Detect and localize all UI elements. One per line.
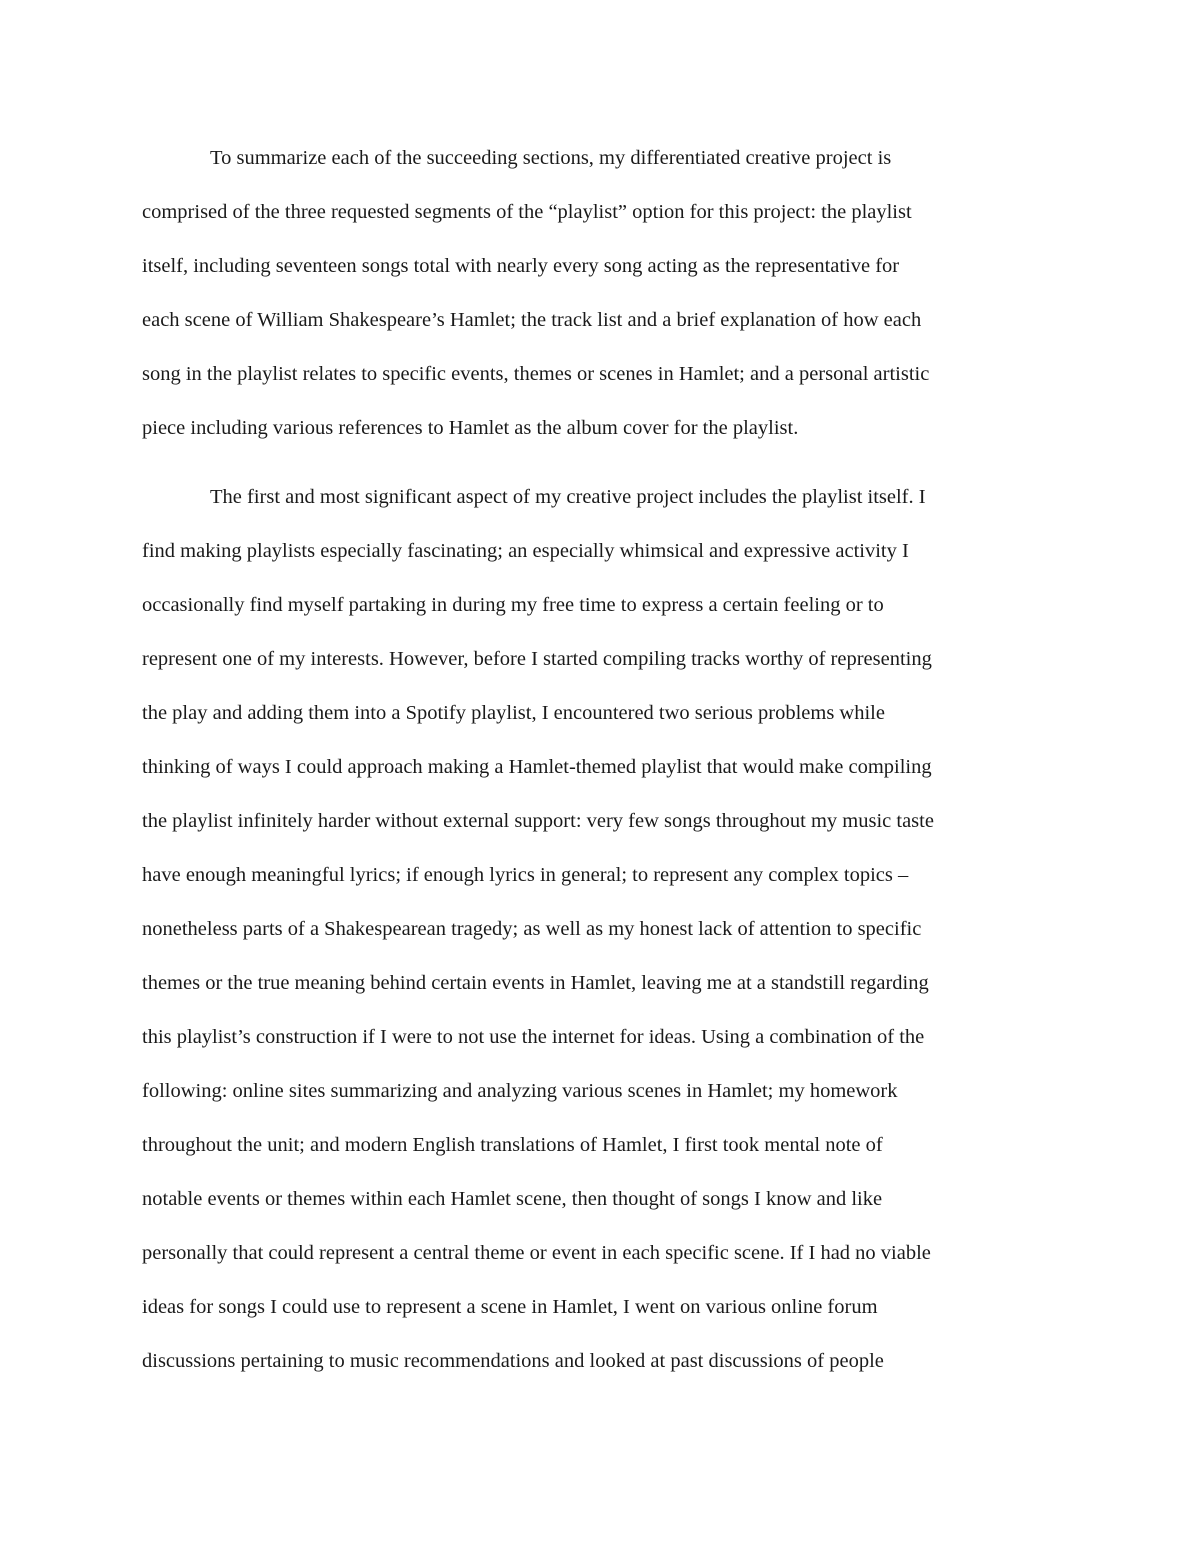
paragraph-2-line-15: personally that could represent a central theme or event in each specific scene. If I had no viable <box>142 1242 931 1264</box>
paragraph-2-line-13: throughout the unit; and modern English translations of Hamlet, I first took mental note of <box>142 1134 883 1156</box>
paragraph-2-line-12: following: online sites summarizing and analyzing various scenes in Hamlet; my homework <box>142 1080 898 1102</box>
paragraph-2-line-10: themes or the true meaning behind certain events in Hamlet, leaving me at a standstill regarding <box>142 972 929 994</box>
paragraph-2-line-5: the play and adding them into a Spotify playlist, I encountered two serious problems while <box>142 702 885 724</box>
paragraph-2-line-14: notable events or themes within each Hamlet scene, then thought of songs I know and like <box>142 1188 883 1210</box>
paragraph-1-line-1: To summarize each of the succeeding sections, my differentiated creative project is <box>210 147 892 169</box>
paragraph-1-line-4: each scene of William Shakespeare’s Hamlet; the track list and a brief explanation of how each <box>142 309 922 331</box>
paragraph-2-line-6: thinking of ways I could approach making a Hamlet-themed playlist that would make compiling <box>142 756 932 778</box>
paragraph-1-line-3: itself, including seventeen songs total with nearly every song acting as the representative for <box>142 255 900 277</box>
paragraph-2-line-2: find making playlists especially fascinating; an especially whimsical and expressive activity I <box>142 540 909 562</box>
paragraph-2-line-11: this playlist’s construction if I were to not use the internet for ideas. Using a combination of the <box>142 1026 925 1048</box>
paragraph-1-line-6: piece including various references to Hamlet as the album cover for the playlist. <box>142 417 799 439</box>
paragraph-2-line-9: nonetheless parts of a Shakespearean tragedy; as well as my honest lack of attention to specific <box>142 918 922 940</box>
paragraph-2-line-3: occasionally find myself partaking in during my free time to express a certain feeling or to <box>142 594 884 616</box>
paragraph-2-line-1: The first and most significant aspect of my creative project includes the playlist itself. I <box>210 486 926 508</box>
paragraph-2-line-8: have enough meaningful lyrics; if enough lyrics in general; to represent any complex topics – <box>142 864 909 886</box>
paragraph-2-line-17: discussions pertaining to music recommendations and looked at past discussions of people <box>142 1350 884 1372</box>
paragraph-1-line-5: song in the playlist relates to specific events, themes or scenes in Hamlet; and a personal artistic <box>142 363 930 385</box>
paragraph-1-line-2: comprised of the three requested segments of the “playlist” option for this project: the playlist <box>142 201 912 223</box>
paragraph-2-line-16: ideas for songs I could use to represent a scene in Hamlet, I went on various online forum <box>142 1296 878 1318</box>
paragraph-2-line-4: represent one of my interests. However, before I started compiling tracks worthy of representing <box>142 648 932 670</box>
paragraph-2-line-7: the playlist infinitely harder without external support: very few songs throughout my music taste <box>142 810 934 832</box>
